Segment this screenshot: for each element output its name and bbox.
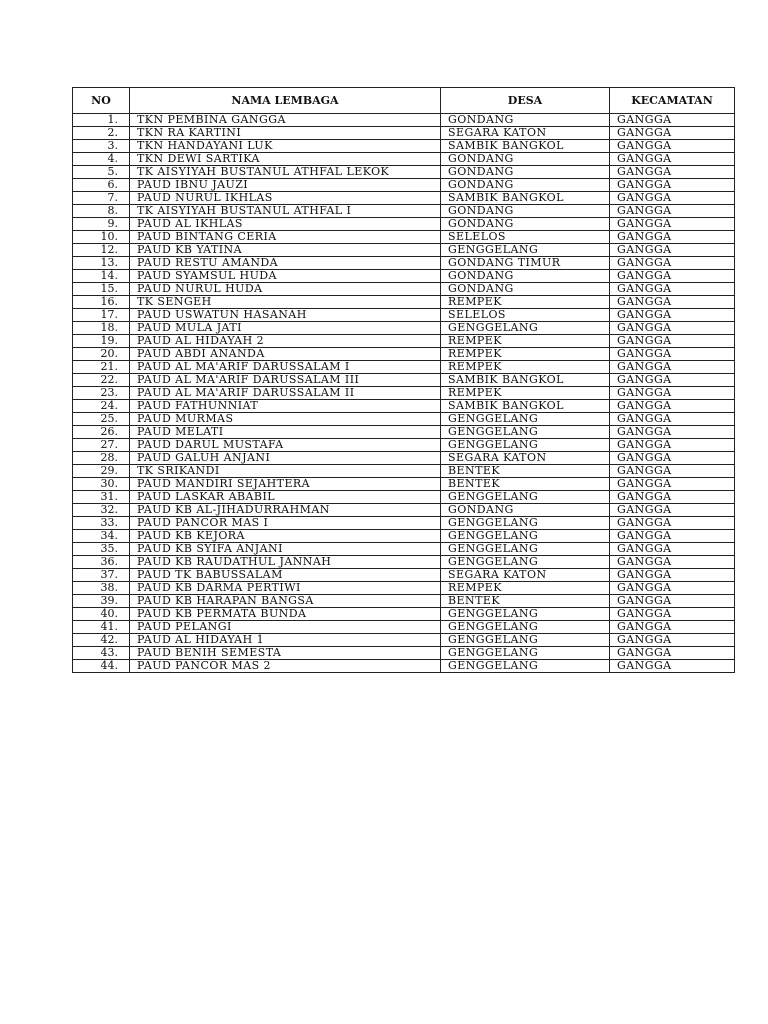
cell-no: 5. xyxy=(73,166,130,179)
cell-kecamatan: GANGGA xyxy=(610,296,735,309)
table-row xyxy=(73,114,735,127)
cell-nama-lembaga: PAUD USWATUN HASANAH xyxy=(130,309,441,322)
cell-kecamatan: GANGGA xyxy=(610,647,735,660)
cell-no: 12. xyxy=(73,244,130,257)
table-row xyxy=(73,556,735,569)
header-nama-lembaga: NAMA LEMBAGA xyxy=(130,88,441,114)
cell-nama-lembaga: PAUD TK BABUSSALAM xyxy=(130,569,441,582)
cell-nama-lembaga: PAUD KB PERMATA BUNDA xyxy=(130,608,441,621)
cell-desa: GENGGELANG xyxy=(441,322,610,335)
table-row xyxy=(73,634,735,647)
cell-nama-lembaga: PAUD MURMAS xyxy=(130,413,441,426)
cell-nama-lembaga: TK AISYIYAH BUSTANUL ATHFAL LEKOK xyxy=(130,166,441,179)
cell-kecamatan: GANGGA xyxy=(610,140,735,153)
cell-desa: SAMBIK BANGKOL xyxy=(441,192,610,205)
table-row xyxy=(73,647,735,660)
cell-nama-lembaga: PAUD RESTU AMANDA xyxy=(130,257,441,270)
table-row xyxy=(73,283,735,296)
cell-no: 42. xyxy=(73,634,130,647)
cell-no: 29. xyxy=(73,465,130,478)
cell-no: 8. xyxy=(73,205,130,218)
table-row xyxy=(73,660,735,673)
document-page xyxy=(72,87,734,673)
cell-nama-lembaga: TK AISYIYAH BUSTANUL ATHFAL I xyxy=(130,205,441,218)
cell-desa: BENTEK xyxy=(441,595,610,608)
cell-nama-lembaga: PAUD AL HIDAYAH 1 xyxy=(130,634,441,647)
cell-no: 13. xyxy=(73,257,130,270)
table-row xyxy=(73,426,735,439)
cell-desa: SEGARA KATON xyxy=(441,569,610,582)
table-row xyxy=(73,595,735,608)
cell-no: 27. xyxy=(73,439,130,452)
cell-kecamatan: GANGGA xyxy=(610,257,735,270)
cell-no: 1. xyxy=(73,114,130,127)
cell-nama-lembaga: PAUD KB DARMA PERTIWI xyxy=(130,582,441,595)
cell-nama-lembaga: PAUD KB KEJORA xyxy=(130,530,441,543)
cell-desa: SAMBIK BANGKOL xyxy=(441,400,610,413)
cell-desa: GENGGELANG xyxy=(441,608,610,621)
cell-nama-lembaga: TKN HANDAYANI LUK xyxy=(130,140,441,153)
cell-no: 40. xyxy=(73,608,130,621)
cell-nama-lembaga: PAUD GALUH ANJANI xyxy=(130,452,441,465)
cell-no: 6. xyxy=(73,179,130,192)
cell-no: 22. xyxy=(73,374,130,387)
table-row xyxy=(73,361,735,374)
cell-kecamatan: GANGGA xyxy=(610,166,735,179)
cell-kecamatan: GANGGA xyxy=(610,426,735,439)
cell-no: 7. xyxy=(73,192,130,205)
cell-desa: GONDANG xyxy=(441,218,610,231)
table-row xyxy=(73,400,735,413)
cell-no: 33. xyxy=(73,517,130,530)
cell-desa: BENTEK xyxy=(441,465,610,478)
cell-kecamatan: GANGGA xyxy=(610,348,735,361)
cell-no: 24. xyxy=(73,400,130,413)
cell-nama-lembaga: PAUD KB RAUDATHUL JANNAH xyxy=(130,556,441,569)
cell-desa: SELELOS xyxy=(441,231,610,244)
cell-kecamatan: GANGGA xyxy=(610,335,735,348)
cell-kecamatan: GANGGA xyxy=(610,504,735,517)
cell-nama-lembaga: PAUD PELANGI xyxy=(130,621,441,634)
cell-desa: GENGGELANG xyxy=(441,244,610,257)
cell-no: 38. xyxy=(73,582,130,595)
cell-kecamatan: GANGGA xyxy=(610,387,735,400)
cell-nama-lembaga: PAUD KB SYIFA ANJANI xyxy=(130,543,441,556)
cell-desa: REMPEK xyxy=(441,361,610,374)
table-row xyxy=(73,192,735,205)
table-row xyxy=(73,231,735,244)
cell-nama-lembaga: PAUD AL IKHLAS xyxy=(130,218,441,231)
cell-desa: GONDANG xyxy=(441,270,610,283)
cell-desa: GENGGELANG xyxy=(441,543,610,556)
cell-no: 31. xyxy=(73,491,130,504)
table-row xyxy=(73,439,735,452)
cell-nama-lembaga: PAUD AL MA'ARIF DARUSSALAM III xyxy=(130,374,441,387)
table-row xyxy=(73,530,735,543)
cell-desa: GONDANG xyxy=(441,166,610,179)
table-row xyxy=(73,309,735,322)
cell-no: 32. xyxy=(73,504,130,517)
cell-desa: SEGARA KATON xyxy=(441,127,610,140)
cell-no: 43. xyxy=(73,647,130,660)
cell-desa: GONDANG TIMUR xyxy=(441,257,610,270)
table-row xyxy=(73,387,735,400)
cell-kecamatan: GANGGA xyxy=(610,569,735,582)
cell-desa: GONDANG xyxy=(441,153,610,166)
cell-nama-lembaga: PAUD BENIH SEMESTA xyxy=(130,647,441,660)
cell-kecamatan: GANGGA xyxy=(610,127,735,140)
cell-no: 34. xyxy=(73,530,130,543)
cell-no: 2. xyxy=(73,127,130,140)
cell-no: 44. xyxy=(73,660,130,673)
cell-nama-lembaga: PAUD AL MA'ARIF DARUSSALAM II xyxy=(130,387,441,400)
cell-nama-lembaga: PAUD AL HIDAYAH 2 xyxy=(130,335,441,348)
cell-kecamatan: GANGGA xyxy=(610,374,735,387)
cell-desa: GENGGELANG xyxy=(441,439,610,452)
cell-kecamatan: GANGGA xyxy=(610,530,735,543)
cell-no: 26. xyxy=(73,426,130,439)
cell-nama-lembaga: TK SRIKANDI xyxy=(130,465,441,478)
cell-nama-lembaga: PAUD LASKAR ABABIL xyxy=(130,491,441,504)
table-row xyxy=(73,270,735,283)
cell-desa: REMPEK xyxy=(441,582,610,595)
table-row xyxy=(73,621,735,634)
cell-desa: GONDANG xyxy=(441,283,610,296)
cell-nama-lembaga: PAUD AL MA'ARIF DARUSSALAM I xyxy=(130,361,441,374)
cell-kecamatan: GANGGA xyxy=(610,322,735,335)
cell-kecamatan: GANGGA xyxy=(610,270,735,283)
cell-kecamatan: GANGGA xyxy=(610,309,735,322)
cell-nama-lembaga: PAUD IBNU JAUZI xyxy=(130,179,441,192)
cell-no: 10. xyxy=(73,231,130,244)
table-row xyxy=(73,153,735,166)
cell-no: 19. xyxy=(73,335,130,348)
cell-kecamatan: GANGGA xyxy=(610,439,735,452)
cell-no: 18. xyxy=(73,322,130,335)
cell-desa: GONDANG xyxy=(441,504,610,517)
table-row xyxy=(73,569,735,582)
header-kecamatan: KECAMATAN xyxy=(610,88,735,114)
cell-no: 37. xyxy=(73,569,130,582)
table-row xyxy=(73,257,735,270)
cell-nama-lembaga: TKN RA KARTINI xyxy=(130,127,441,140)
cell-kecamatan: GANGGA xyxy=(610,413,735,426)
table-row xyxy=(73,335,735,348)
cell-nama-lembaga: TK SENGEH xyxy=(130,296,441,309)
cell-desa: GONDANG xyxy=(441,179,610,192)
cell-desa: REMPEK xyxy=(441,335,610,348)
header-no: NO xyxy=(73,88,130,114)
table-row xyxy=(73,452,735,465)
table-row xyxy=(73,504,735,517)
cell-desa: SAMBIK BANGKOL xyxy=(441,140,610,153)
cell-desa: SELELOS xyxy=(441,309,610,322)
cell-kecamatan: GANGGA xyxy=(610,244,735,257)
header-desa: DESA xyxy=(441,88,610,114)
cell-kecamatan: GANGGA xyxy=(610,361,735,374)
cell-nama-lembaga: PAUD MANDIRI SEJAHTERA xyxy=(130,478,441,491)
table-row xyxy=(73,582,735,595)
cell-kecamatan: GANGGA xyxy=(610,153,735,166)
cell-kecamatan: GANGGA xyxy=(610,582,735,595)
cell-nama-lembaga: PAUD DARUL MUSTAFA xyxy=(130,439,441,452)
table-row xyxy=(73,608,735,621)
cell-nama-lembaga: PAUD FATHUNNIAT xyxy=(130,400,441,413)
cell-desa: GENGGELANG xyxy=(441,491,610,504)
table-row xyxy=(73,374,735,387)
cell-desa: GENGGELANG xyxy=(441,647,610,660)
cell-kecamatan: GANGGA xyxy=(610,179,735,192)
cell-no: 30. xyxy=(73,478,130,491)
cell-desa: REMPEK xyxy=(441,387,610,400)
cell-no: 20. xyxy=(73,348,130,361)
table-row xyxy=(73,179,735,192)
cell-nama-lembaga: PAUD SYAMSUL HUDA xyxy=(130,270,441,283)
table-row xyxy=(73,244,735,257)
table-row xyxy=(73,543,735,556)
cell-no: 9. xyxy=(73,218,130,231)
cell-kecamatan: GANGGA xyxy=(610,400,735,413)
cell-desa: GENGGELANG xyxy=(441,660,610,673)
cell-no: 36. xyxy=(73,556,130,569)
cell-nama-lembaga: PAUD MULA JATI xyxy=(130,322,441,335)
cell-nama-lembaga: TKN PEMBINA GANGGA xyxy=(130,114,441,127)
cell-no: 41. xyxy=(73,621,130,634)
table-row xyxy=(73,218,735,231)
cell-no: 14. xyxy=(73,270,130,283)
cell-desa: GONDANG xyxy=(441,114,610,127)
cell-no: 39. xyxy=(73,595,130,608)
cell-nama-lembaga: PAUD MELATI xyxy=(130,426,441,439)
cell-desa: GENGGELANG xyxy=(441,556,610,569)
cell-kecamatan: GANGGA xyxy=(610,634,735,647)
cell-no: 23. xyxy=(73,387,130,400)
cell-desa: SEGARA KATON xyxy=(441,452,610,465)
institution-table xyxy=(72,87,735,673)
table-body xyxy=(73,114,735,673)
cell-no: 35. xyxy=(73,543,130,556)
table-row xyxy=(73,348,735,361)
cell-kecamatan: GANGGA xyxy=(610,608,735,621)
cell-kecamatan: GANGGA xyxy=(610,660,735,673)
table-row xyxy=(73,491,735,504)
table-row xyxy=(73,517,735,530)
table-row xyxy=(73,127,735,140)
cell-nama-lembaga: PAUD NURUL HUDA xyxy=(130,283,441,296)
cell-no: 15. xyxy=(73,283,130,296)
cell-desa: BENTEK xyxy=(441,478,610,491)
cell-kecamatan: GANGGA xyxy=(610,621,735,634)
table-row xyxy=(73,413,735,426)
cell-desa: REMPEK xyxy=(441,348,610,361)
table-row xyxy=(73,322,735,335)
cell-desa: GONDANG xyxy=(441,205,610,218)
cell-desa: GENGGELANG xyxy=(441,530,610,543)
cell-nama-lembaga: PAUD ABDI ANANDA xyxy=(130,348,441,361)
cell-kecamatan: GANGGA xyxy=(610,478,735,491)
cell-desa: SAMBIK BANGKOL xyxy=(441,374,610,387)
cell-nama-lembaga: PAUD KB HARAPAN BANGSA xyxy=(130,595,441,608)
cell-desa: GENGGELANG xyxy=(441,413,610,426)
cell-kecamatan: GANGGA xyxy=(610,517,735,530)
cell-kecamatan: GANGGA xyxy=(610,114,735,127)
cell-kecamatan: GANGGA xyxy=(610,192,735,205)
cell-kecamatan: GANGGA xyxy=(610,556,735,569)
cell-no: 3. xyxy=(73,140,130,153)
cell-no: 28. xyxy=(73,452,130,465)
cell-no: 21. xyxy=(73,361,130,374)
cell-nama-lembaga: PAUD BINTANG CERIA xyxy=(130,231,441,244)
cell-nama-lembaga: PAUD NURUL IKHLAS xyxy=(130,192,441,205)
cell-nama-lembaga: PAUD KB AL-JIHADURRAHMAN xyxy=(130,504,441,517)
cell-no: 4. xyxy=(73,153,130,166)
cell-nama-lembaga: PAUD KB YATINA xyxy=(130,244,441,257)
cell-desa: GENGGELANG xyxy=(441,621,610,634)
cell-desa: GENGGELANG xyxy=(441,426,610,439)
cell-kecamatan: GANGGA xyxy=(610,543,735,556)
cell-no: 25. xyxy=(73,413,130,426)
cell-desa: GENGGELANG xyxy=(441,517,610,530)
cell-kecamatan: GANGGA xyxy=(610,465,735,478)
cell-nama-lembaga: PAUD PANCOR MAS 2 xyxy=(130,660,441,673)
table-header-row xyxy=(73,88,735,114)
table-row xyxy=(73,140,735,153)
cell-no: 16. xyxy=(73,296,130,309)
cell-kecamatan: GANGGA xyxy=(610,205,735,218)
cell-desa: REMPEK xyxy=(441,296,610,309)
table-row xyxy=(73,478,735,491)
cell-kecamatan: GANGGA xyxy=(610,452,735,465)
cell-kecamatan: GANGGA xyxy=(610,283,735,296)
cell-no: 17. xyxy=(73,309,130,322)
cell-nama-lembaga: PAUD PANCOR MAS I xyxy=(130,517,441,530)
cell-kecamatan: GANGGA xyxy=(610,595,735,608)
cell-kecamatan: GANGGA xyxy=(610,491,735,504)
table-row xyxy=(73,296,735,309)
table-row xyxy=(73,465,735,478)
cell-nama-lembaga: TKN DEWI SARTIKA xyxy=(130,153,441,166)
cell-desa: GENGGELANG xyxy=(441,634,610,647)
table-row xyxy=(73,166,735,179)
table-row xyxy=(73,205,735,218)
cell-kecamatan: GANGGA xyxy=(610,218,735,231)
cell-kecamatan: GANGGA xyxy=(610,231,735,244)
